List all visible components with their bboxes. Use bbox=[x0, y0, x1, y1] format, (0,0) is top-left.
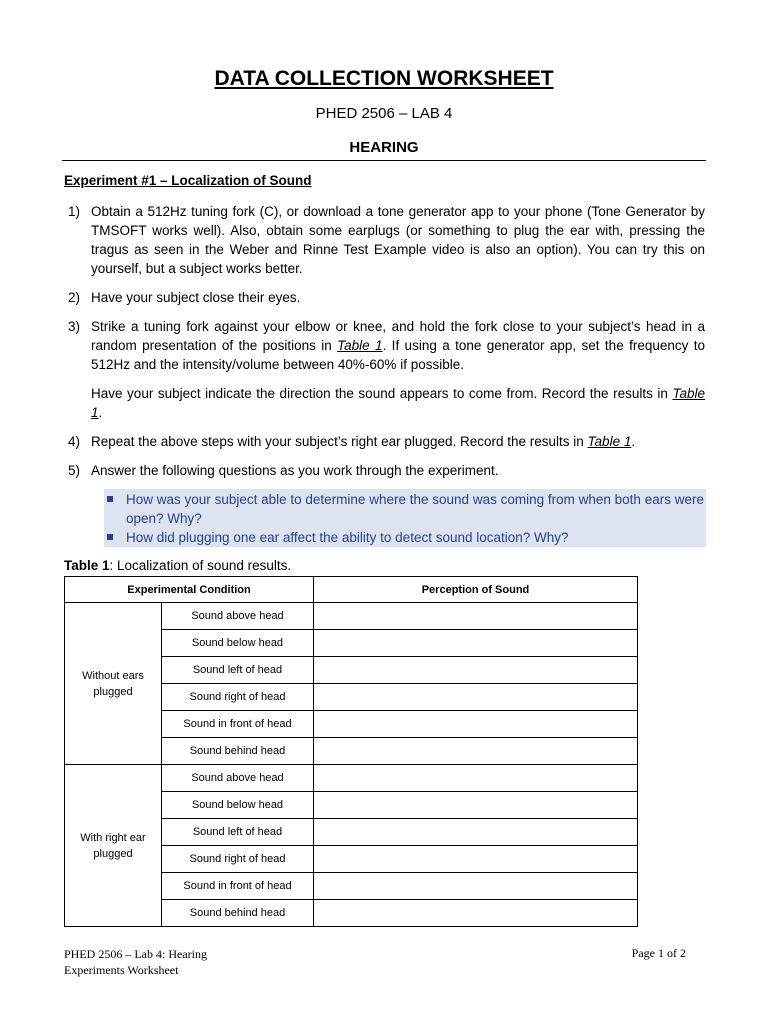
section-title: HEARING bbox=[349, 139, 419, 156]
table-reference: Table 1 bbox=[337, 338, 383, 353]
step-text-part: . bbox=[631, 434, 636, 449]
step-text-part: Have your subject indicate the direction the sound appears to come from. Record the results in bbox=[91, 386, 673, 401]
page-title: DATA COLLECTION WORKSHEET bbox=[214, 67, 554, 90]
step-text bbox=[91, 432, 705, 451]
perception-entry-cell[interactable] bbox=[314, 630, 638, 657]
condition-cell: Sound below head bbox=[162, 630, 314, 657]
step-text-part: . bbox=[98, 405, 103, 420]
perception-entry-cell[interactable] bbox=[314, 819, 638, 846]
header-perception-of-sound: Perception of Sound bbox=[314, 577, 638, 603]
perception-entry-cell[interactable] bbox=[314, 603, 638, 630]
table-caption-text: : Localization of sound results. bbox=[109, 558, 292, 573]
group-label-without-ears-plugged bbox=[65, 603, 162, 765]
step-3 bbox=[64, 317, 705, 374]
step-text-part: Strike a tuning fork against your elbow or knee, and hold the fork close to your subject’s head in a random presentation of the positions in bbox=[91, 319, 705, 353]
perception-entry-cell[interactable] bbox=[314, 765, 638, 792]
perception-entry-cell[interactable] bbox=[314, 738, 638, 765]
question-item bbox=[104, 528, 704, 547]
step-1 bbox=[64, 202, 705, 278]
condition-cell: Sound below head bbox=[162, 792, 314, 819]
page-number: Page 1 of 2 bbox=[631, 946, 686, 960]
footer-line: Experiments Worksheet bbox=[64, 963, 179, 977]
perception-entry-cell[interactable] bbox=[314, 900, 638, 927]
perception-entry-cell[interactable] bbox=[314, 657, 638, 684]
question-item bbox=[104, 490, 704, 528]
step-text: Answer the following questions as you work through the experiment. bbox=[91, 463, 499, 478]
step-text-part: Repeat the above steps with your subject’s right ear plugged. Record the results in bbox=[91, 434, 588, 449]
step-3-continuation bbox=[64, 384, 705, 422]
table-header-row bbox=[65, 577, 638, 603]
perception-entry-cell[interactable] bbox=[314, 684, 638, 711]
header-experimental-condition: Experimental Condition bbox=[65, 577, 314, 603]
perception-entry-cell[interactable] bbox=[314, 792, 638, 819]
step-number: 2) bbox=[68, 290, 81, 305]
step-4 bbox=[64, 432, 705, 451]
condition-cell: Sound left of head bbox=[162, 819, 314, 846]
step-text: Have your subject close their eyes. bbox=[91, 290, 301, 305]
condition-cell: Sound in front of head bbox=[162, 711, 314, 738]
condition-cell: Sound behind head bbox=[162, 900, 314, 927]
condition-cell: Sound behind head bbox=[162, 738, 314, 765]
experiment-heading: Experiment #1 – Localization of Sound bbox=[64, 173, 312, 188]
step-number: 4) bbox=[68, 434, 81, 449]
group-label-line: plugged bbox=[93, 847, 133, 860]
table-reference: Table 1 bbox=[91, 386, 705, 420]
condition-cell: Sound in front of head bbox=[162, 873, 314, 900]
step-text bbox=[91, 317, 705, 374]
square-bullet-icon bbox=[107, 534, 113, 540]
table-row bbox=[65, 765, 638, 792]
condition-cell: Sound above head bbox=[162, 603, 314, 630]
perception-entry-cell[interactable] bbox=[314, 846, 638, 873]
perception-entry-cell[interactable] bbox=[314, 711, 638, 738]
step-text-part: . If using a tone generator app, set the frequency to 512Hz and the intensity/volume between 40%-60% if possible. bbox=[91, 338, 705, 372]
group-label-with-right-ear-plugged bbox=[65, 765, 162, 927]
step-number: 1) bbox=[68, 204, 81, 219]
condition-cell: Sound right of head bbox=[162, 846, 314, 873]
table-row bbox=[65, 603, 638, 630]
step-number: 5) bbox=[68, 463, 81, 478]
group-label-line: With right ear bbox=[80, 831, 146, 844]
step-text: Obtain a 512Hz tuning fork (C), or download a tone generator app to your phone (Tone Generator by TMSOFT works well). Also, obtain some earplugs (or something to plug the ear with, pressing the tragus as seen in the Weber and Rinne Test Example video is also an option). You can try this on yourself, but a subject works better. bbox=[91, 204, 705, 276]
perception-entry-cell[interactable] bbox=[314, 873, 638, 900]
table-caption bbox=[64, 558, 291, 573]
group-label-line: plugged bbox=[93, 685, 133, 698]
square-bullet-icon bbox=[107, 496, 113, 502]
step-number: 3) bbox=[68, 319, 81, 334]
question-text: How did plugging one ear affect the ability to detect sound location? Why? bbox=[126, 530, 569, 545]
step-text bbox=[91, 384, 705, 422]
footer-document-info bbox=[64, 946, 207, 978]
course-subtitle: PHED 2506 – LAB 4 bbox=[315, 105, 453, 122]
condition-cell: Sound right of head bbox=[162, 684, 314, 711]
table-reference: Table 1 bbox=[587, 434, 632, 449]
step-5 bbox=[64, 461, 705, 480]
question-text: How was your subject able to determine where the sound was coming from when both ears were open? Why? bbox=[126, 492, 704, 526]
question-box bbox=[104, 489, 706, 547]
condition-cell: Sound above head bbox=[162, 765, 314, 792]
condition-cell: Sound left of head bbox=[162, 657, 314, 684]
step-2 bbox=[64, 288, 705, 307]
results-table bbox=[64, 576, 638, 927]
footer-line: PHED 2506 – Lab 4: Hearing bbox=[64, 947, 207, 961]
header-divider bbox=[62, 160, 706, 161]
table-caption-label: Table 1 bbox=[64, 558, 110, 573]
group-label-line: Without ears bbox=[82, 669, 144, 682]
